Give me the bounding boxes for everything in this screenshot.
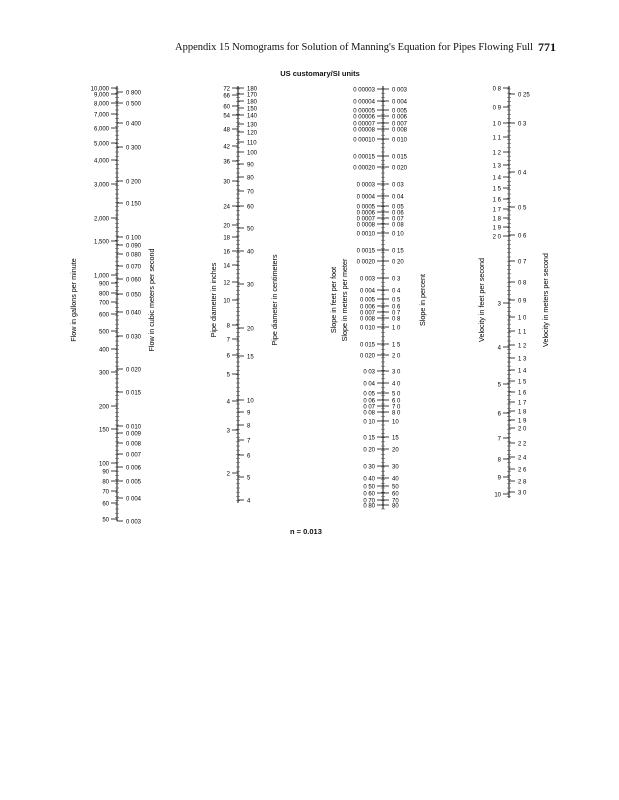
tick-label: 0 008 — [126, 441, 142, 448]
tick-label: 1 9 — [518, 418, 527, 425]
tick-label: 7 — [497, 436, 501, 443]
tick-label: 1 8 — [518, 409, 527, 416]
tick-label: 0 8 — [492, 86, 501, 93]
tick-label: 0 30 — [363, 464, 375, 471]
axis-title-vel-ft: Velocity in feet per second — [477, 258, 486, 342]
tick-label: 80 — [102, 479, 109, 486]
tick-label: 6 — [247, 453, 251, 460]
tick-label: 2 6 — [518, 467, 527, 474]
tick-label: 0 00005 — [353, 108, 375, 115]
tick-label: 1 3 — [492, 163, 501, 170]
tick-label: 70 — [247, 189, 254, 196]
tick-label: 0 03 — [363, 369, 375, 376]
axis-title-slope-ft: Slope in feet per foot — [329, 266, 338, 334]
axis-title-slope-pct: Slope in percent — [418, 274, 427, 326]
tick-label: 1 6 — [518, 390, 527, 397]
tick-label: 0 07 — [392, 216, 404, 223]
tick-label: 40 — [247, 249, 254, 256]
tick-label: 3 — [497, 301, 501, 308]
tick-label: 0 015 — [392, 154, 408, 161]
tick-label: 0 8 — [392, 316, 401, 323]
tick-label: 0 003 — [359, 276, 375, 283]
tick-label: 60 — [223, 104, 230, 111]
tick-label: 0 08 — [392, 222, 404, 229]
tick-label: 54 — [223, 113, 230, 120]
tick-label: 180 — [247, 86, 258, 93]
tick-label: 0 00020 — [353, 165, 375, 172]
tick-label: 0 00015 — [353, 154, 375, 161]
tick-label: 0 0010 — [356, 231, 375, 238]
tick-label: 60 — [392, 491, 399, 498]
tick-label: 0 8 — [518, 280, 527, 287]
tick-label: 0 009 — [126, 431, 142, 438]
tick-label: 1 9 — [492, 225, 501, 232]
tick-label: 0 5 — [518, 205, 527, 212]
page-number: 771 — [538, 40, 556, 54]
tick-label: 1,000 — [93, 273, 109, 280]
tick-label: 20 — [223, 223, 230, 230]
tick-label: 5,000 — [93, 141, 109, 148]
tick-label: 0 9 — [518, 298, 527, 305]
tick-label: 0 003 — [392, 87, 408, 94]
tick-label: 0 20 — [363, 447, 375, 454]
tick-label: 16 — [223, 249, 230, 256]
tick-label: 0 70 — [363, 498, 375, 505]
axis-title-flow-gpm: Flow in gallons per minute — [69, 258, 78, 342]
tick-label: 0 015 — [126, 390, 142, 397]
tick-label: 400 — [98, 347, 109, 354]
tick-label: 0 400 — [126, 121, 142, 128]
tick-label: 0 0020 — [356, 259, 375, 266]
tick-label: 7 0 — [392, 404, 401, 411]
manning-n-label: n = 0.013 — [290, 527, 322, 536]
tick-label: 90 — [247, 162, 254, 169]
tick-label: 60 — [102, 501, 109, 508]
tick-label: 50 — [392, 484, 399, 491]
tick-label: 40 — [392, 476, 399, 483]
tick-label: 30 — [247, 282, 254, 289]
tick-label: 7 — [226, 337, 230, 344]
axis-title-flow-cms: Flow in cubic meters per second — [147, 248, 156, 352]
tick-label: 0 003 — [126, 519, 142, 526]
tick-label: 9 — [247, 410, 251, 417]
tick-label: 5 0 — [392, 391, 401, 398]
tick-label: 15 — [247, 354, 254, 361]
tick-label: 1 2 — [518, 343, 527, 350]
tick-label: 0 006 — [392, 114, 408, 121]
tick-label: 0 007 — [392, 121, 408, 128]
tick-label: 150 — [98, 427, 109, 434]
tick-label: 2 8 — [518, 479, 527, 486]
tick-label: 10 — [392, 419, 399, 426]
tick-label: 66 — [223, 93, 230, 100]
tick-label: 3,000 — [93, 182, 109, 189]
tick-label: 0 006 — [359, 304, 375, 311]
tick-label: 0 0005 — [356, 204, 375, 211]
tick-label: 2 0 — [518, 426, 527, 433]
tick-label: 0 0015 — [356, 248, 375, 255]
tick-label: 4 — [247, 498, 251, 505]
tick-label: 15 — [392, 435, 399, 442]
tick-label: 0 25 — [518, 92, 530, 99]
running-title: Appendix 15 Nomograms for Solution of Manning's Equation for Pipes Flowing Full — [174, 42, 533, 53]
tick-label: 0 005 — [359, 297, 375, 304]
tick-label: 0 0006 — [356, 210, 375, 217]
tick-label: 0 0003 — [356, 182, 375, 189]
tick-label: 5 — [497, 382, 501, 389]
tick-label: 0 060 — [126, 277, 142, 284]
tick-label: 2 0 — [392, 353, 401, 360]
tick-label: 20 — [392, 447, 399, 454]
axis-title-pipe-in: Pipe diameter in inches — [209, 262, 218, 338]
tick-label: 0 008 — [392, 127, 408, 134]
tick-label: 20 — [247, 326, 254, 333]
tick-label: 0 5 — [392, 297, 401, 304]
tick-label: 0 6 — [392, 304, 401, 311]
tick-label: 0 3 — [518, 121, 527, 128]
tick-label: 0 004 — [359, 288, 375, 295]
tick-label: 0 150 — [126, 201, 142, 208]
tick-label: 72 — [223, 86, 230, 93]
tick-label: 0 20 — [392, 259, 404, 266]
tick-label: 0 005 — [126, 479, 142, 486]
tick-label: 1 4 — [492, 175, 501, 182]
tick-label: 50 — [102, 517, 109, 524]
tick-label: 5 — [226, 372, 230, 379]
tick-label: 4 — [226, 399, 230, 406]
tick-label: 2 2 — [518, 441, 527, 448]
tick-label: 0 0004 — [356, 194, 375, 201]
tick-label: 800 — [98, 291, 109, 298]
tick-label: 0 03 — [392, 182, 404, 189]
tick-label: 0 015 — [359, 342, 375, 349]
tick-label: 10 — [247, 398, 254, 405]
tick-label: 60 — [247, 204, 254, 211]
tick-label: 300 — [98, 370, 109, 377]
tick-label: 12 — [223, 280, 230, 287]
tick-label: 0 300 — [126, 145, 142, 152]
tick-label: 30 — [392, 464, 399, 471]
tick-label: 7 — [247, 438, 251, 445]
tick-label: 9,000 — [93, 92, 109, 99]
tick-label: 0 60 — [363, 491, 375, 498]
tick-label: 0 010 — [392, 137, 408, 144]
tick-label: 2 — [226, 471, 230, 478]
tick-label: 2 4 — [518, 455, 527, 462]
tick-label: 200 — [98, 404, 109, 411]
tick-label: 130 — [247, 122, 258, 129]
tick-label: 9 — [497, 475, 501, 482]
tick-label: 1 1 — [518, 329, 527, 336]
tick-label: 0 050 — [126, 292, 142, 299]
tick-label: 1 5 — [492, 186, 501, 193]
tick-label: 1 0 — [518, 315, 527, 322]
tick-label: 6 — [497, 411, 501, 418]
tick-label: 0 080 — [126, 252, 142, 259]
tick-label: 0 007 — [359, 310, 375, 317]
tick-label: 0 00008 — [353, 127, 375, 134]
tick-label: 0 07 — [363, 404, 375, 411]
tick-label: 0 00004 — [353, 99, 375, 106]
tick-label: 3 0 — [518, 490, 527, 497]
tick-label: 0 020 — [126, 367, 142, 374]
tick-label: 7,000 — [93, 112, 109, 119]
tick-label: 1 5 — [518, 379, 527, 386]
tick-label: 110 — [247, 140, 257, 147]
tick-label: 8 0 — [392, 410, 401, 417]
tick-label: 1 7 — [492, 207, 501, 214]
tick-label: 0 7 — [392, 310, 401, 317]
tick-label: 2 0 — [492, 234, 501, 241]
tick-label: 0 100 — [126, 235, 142, 242]
tick-label: 170 — [247, 92, 258, 99]
tick-label: 8 — [226, 323, 230, 330]
tick-label: 0 00006 — [353, 114, 375, 121]
tick-label: 0 010 — [126, 424, 142, 431]
tick-label: 10 — [494, 492, 501, 499]
tick-label: 140 — [247, 113, 258, 120]
tick-label: 0 0007 — [356, 216, 375, 223]
tick-label: 0 06 — [363, 398, 375, 405]
tick-label: 150 — [247, 106, 258, 113]
tick-label: 80 — [247, 175, 254, 182]
tick-label: 0 008 — [359, 316, 375, 323]
tick-label: 0 05 — [392, 204, 404, 211]
tick-label: 0 15 — [392, 248, 404, 255]
tick-label: 600 — [98, 312, 109, 319]
tick-label: 700 — [98, 300, 109, 307]
tick-label: 8 — [247, 423, 251, 430]
tick-label: 4 — [497, 345, 501, 352]
tick-label: 0 070 — [126, 264, 142, 271]
tick-label: 0 10 — [363, 419, 375, 426]
tick-label: 24 — [223, 204, 230, 211]
tick-label: 0 800 — [126, 90, 142, 97]
tick-label: 0 020 — [359, 353, 375, 360]
units-title: US customary/SI units — [280, 69, 360, 78]
tick-label: 0 50 — [363, 484, 375, 491]
tick-label: 5 — [247, 475, 251, 482]
tick-label: 0 005 — [392, 108, 408, 115]
tick-label: 1 4 — [518, 368, 527, 375]
tick-label: 80 — [392, 503, 399, 510]
tick-label: 1 7 — [518, 400, 527, 407]
tick-label: 18 — [223, 235, 230, 242]
tick-label: 0 04 — [363, 381, 375, 388]
tick-label: 180 — [247, 99, 258, 106]
tick-label: 6 — [226, 353, 230, 360]
tick-label: 8,000 — [93, 101, 109, 108]
tick-label: 900 — [98, 281, 109, 288]
tick-label: 100 — [98, 461, 109, 468]
tick-label: 6 0 — [392, 398, 401, 405]
tick-label: 0 6 — [518, 233, 527, 240]
tick-label: 0 4 — [392, 288, 401, 295]
tick-label: 1 1 — [492, 135, 501, 142]
tick-label: 0 9 — [492, 105, 501, 112]
tick-label: 0 030 — [126, 334, 142, 341]
tick-label: 0 04 — [392, 194, 404, 201]
tick-label: 6,000 — [93, 126, 109, 133]
tick-label: 1 2 — [492, 150, 501, 157]
tick-label: 48 — [223, 127, 230, 134]
tick-label: 0 4 — [518, 170, 527, 177]
tick-label: 42 — [223, 144, 230, 151]
tick-label: 0 40 — [363, 476, 375, 483]
tick-label: 0 004 — [126, 496, 142, 503]
tick-label: 0 0008 — [356, 222, 375, 229]
tick-label: 1,500 — [93, 239, 109, 246]
tick-label: 0 006 — [126, 465, 142, 472]
tick-label: 14 — [223, 263, 230, 270]
tick-label: 0 007 — [126, 452, 142, 459]
tick-label: 1 0 — [392, 325, 401, 332]
tick-label: 100 — [247, 150, 258, 157]
tick-label: 0 004 — [392, 99, 408, 106]
tick-label: 10,000 — [90, 86, 109, 93]
tick-label: 70 — [392, 498, 399, 505]
tick-label: 0 15 — [363, 435, 375, 442]
tick-label: 0 040 — [126, 310, 142, 317]
tick-label: 0 500 — [126, 101, 142, 108]
tick-label: 90 — [102, 469, 109, 476]
tick-label: 1 6 — [492, 197, 501, 204]
tick-label: 8 — [497, 457, 501, 464]
tick-label: 0 7 — [518, 259, 527, 266]
tick-label: 0 06 — [392, 210, 404, 217]
tick-label: 4 0 — [392, 381, 401, 388]
tick-label: 0 3 — [392, 276, 401, 283]
tick-label: 1 8 — [492, 216, 501, 223]
tick-label: 0 08 — [363, 410, 375, 417]
tick-label: 70 — [102, 489, 109, 496]
tick-label: 0 80 — [363, 503, 375, 510]
tick-label: 10 — [223, 298, 230, 305]
tick-label: 0 020 — [392, 165, 408, 172]
tick-label: 0 00007 — [353, 121, 375, 128]
axis-title-slope-m: Slope in meters per meter — [340, 258, 349, 342]
tick-label: 0 00010 — [353, 137, 375, 144]
axis-title-vel-m: Velocity in meters per second — [541, 253, 550, 347]
tick-label: 120 — [247, 130, 258, 137]
tick-label: 36 — [223, 159, 230, 166]
tick-label: 4,000 — [93, 158, 109, 165]
axis-title-pipe-cm: Pipe diameter in centimeters — [270, 254, 279, 346]
tick-label: 2,000 — [93, 216, 109, 223]
tick-label: 50 — [247, 226, 254, 233]
tick-label: 0 05 — [363, 391, 375, 398]
tick-label: 3 0 — [392, 369, 401, 376]
tick-label: 500 — [98, 329, 109, 336]
tick-label: 0 200 — [126, 179, 142, 186]
tick-label: 30 — [223, 179, 230, 186]
tick-label: 3 — [226, 428, 230, 435]
tick-label: 0 10 — [392, 231, 404, 238]
tick-label: 0 010 — [359, 325, 375, 332]
tick-label: 1 5 — [392, 342, 401, 349]
tick-label: 1 3 — [518, 356, 527, 363]
tick-label: 1 0 — [492, 121, 501, 128]
tick-label: 0 090 — [126, 243, 142, 250]
tick-label: 0 00003 — [353, 87, 375, 94]
